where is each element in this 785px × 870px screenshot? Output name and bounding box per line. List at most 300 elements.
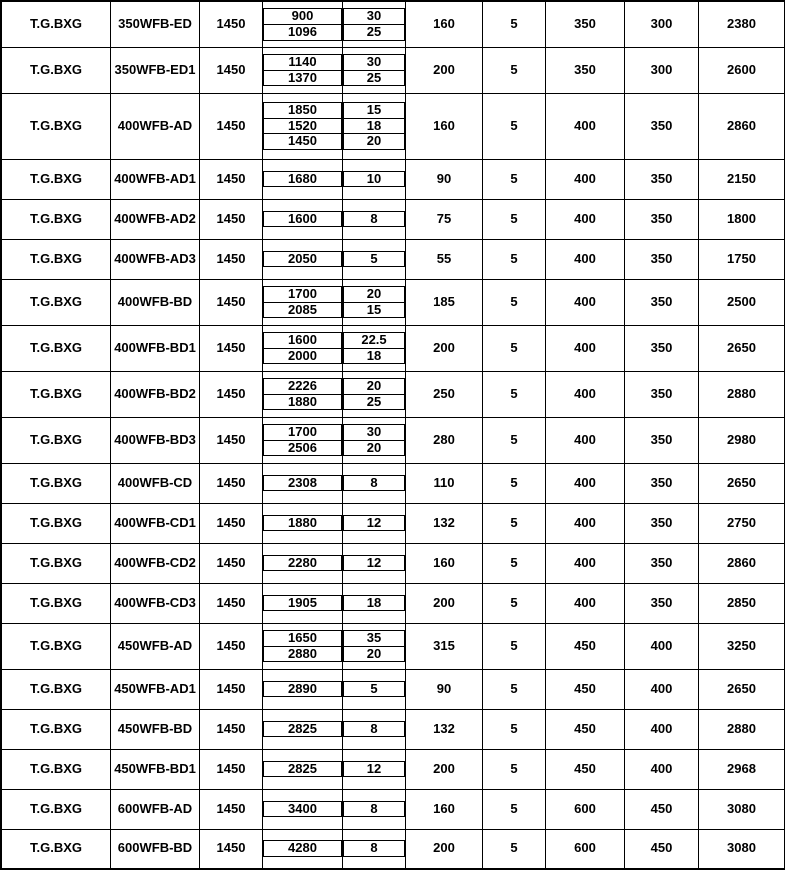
cell-col7: 400 xyxy=(546,417,625,463)
cell-head xyxy=(343,709,406,749)
cell-col7: 400 xyxy=(546,371,625,417)
cell-col7: 400 xyxy=(546,583,625,623)
head-value: 22.5 xyxy=(344,332,405,348)
flow-value: 2825 xyxy=(264,761,342,777)
cell-col8: 400 xyxy=(625,709,699,749)
cell-head xyxy=(343,239,406,279)
cell-power: 90 xyxy=(406,159,483,199)
cell-flow xyxy=(263,789,343,829)
cell-col7: 400 xyxy=(546,543,625,583)
table-row xyxy=(1,623,785,669)
flow-value: 1600 xyxy=(264,211,342,227)
cell-col7: 400 xyxy=(546,325,625,371)
cell-model: T.G.BXG xyxy=(1,543,111,583)
cell-flow xyxy=(263,159,343,199)
head-value: 5 xyxy=(344,681,405,697)
head-values xyxy=(343,721,405,738)
cell-type: 400WFB-AD3 xyxy=(111,239,200,279)
head-value: 12 xyxy=(344,555,405,571)
flow-value: 4280 xyxy=(264,841,342,857)
flow-values xyxy=(263,8,342,41)
head-value: 20 xyxy=(344,286,405,302)
cell-speed: 1450 xyxy=(200,583,263,623)
cell-col6: 5 xyxy=(483,417,546,463)
cell-power: 200 xyxy=(406,47,483,93)
cell-col6: 5 xyxy=(483,623,546,669)
cell-type: 400WFB-BD2 xyxy=(111,371,200,417)
head-values xyxy=(343,555,405,572)
cell-power: 280 xyxy=(406,417,483,463)
cell-speed: 1450 xyxy=(200,623,263,669)
cell-type: 350WFB-ED1 xyxy=(111,47,200,93)
cell-type: 400WFB-CD3 xyxy=(111,583,200,623)
flow-value: 900 xyxy=(264,8,342,24)
cell-model: T.G.BXG xyxy=(1,47,111,93)
flow-value: 1140 xyxy=(264,54,342,70)
cell-col6: 5 xyxy=(483,325,546,371)
cell-flow xyxy=(263,239,343,279)
head-value: 15 xyxy=(344,302,405,318)
cell-model: T.G.BXG xyxy=(1,583,111,623)
cell-col6: 5 xyxy=(483,543,546,583)
cell-power: 315 xyxy=(406,623,483,669)
cell-model: T.G.BXG xyxy=(1,829,111,869)
cell-model: T.G.BXG xyxy=(1,709,111,749)
cell-col8: 350 xyxy=(625,239,699,279)
cell-type: 400WFB-AD2 xyxy=(111,199,200,239)
flow-value: 1370 xyxy=(264,70,342,86)
cell-power: 200 xyxy=(406,325,483,371)
cell-col7: 400 xyxy=(546,279,625,325)
cell-col8: 450 xyxy=(625,789,699,829)
table-row xyxy=(1,503,785,543)
head-value: 35 xyxy=(344,630,405,646)
head-value: 8 xyxy=(344,841,405,857)
cell-col9: 2650 xyxy=(699,325,785,371)
head-values xyxy=(343,515,405,532)
cell-col7: 400 xyxy=(546,463,625,503)
cell-model: T.G.BXG xyxy=(1,371,111,417)
cell-col9: 2880 xyxy=(699,709,785,749)
flow-value: 2000 xyxy=(264,348,342,364)
cell-flow xyxy=(263,47,343,93)
cell-col9: 3080 xyxy=(699,829,785,869)
cell-type: 400WFB-BD3 xyxy=(111,417,200,463)
flow-value: 1096 xyxy=(264,24,342,40)
head-values xyxy=(343,840,405,857)
cell-head xyxy=(343,543,406,583)
cell-head xyxy=(343,669,406,709)
cell-col9: 2600 xyxy=(699,47,785,93)
cell-speed: 1450 xyxy=(200,93,263,159)
cell-col8: 350 xyxy=(625,371,699,417)
table-body xyxy=(1,1,785,869)
cell-type: 400WFB-BD1 xyxy=(111,325,200,371)
cell-flow xyxy=(263,503,343,543)
cell-head xyxy=(343,789,406,829)
cell-col8: 450 xyxy=(625,829,699,869)
cell-power: 90 xyxy=(406,669,483,709)
cell-power: 55 xyxy=(406,239,483,279)
cell-speed: 1450 xyxy=(200,47,263,93)
cell-col8: 300 xyxy=(625,47,699,93)
cell-col9: 2150 xyxy=(699,159,785,199)
flow-value: 3400 xyxy=(264,801,342,817)
cell-power: 75 xyxy=(406,199,483,239)
flow-value: 1450 xyxy=(264,134,342,150)
flow-value: 2280 xyxy=(264,555,342,571)
cell-col6: 5 xyxy=(483,199,546,239)
cell-flow xyxy=(263,1,343,47)
cell-col7: 400 xyxy=(546,93,625,159)
cell-power: 250 xyxy=(406,371,483,417)
cell-col6: 5 xyxy=(483,1,546,47)
table-row xyxy=(1,417,785,463)
cell-col6: 5 xyxy=(483,239,546,279)
head-value: 8 xyxy=(344,801,405,817)
head-values xyxy=(343,332,405,365)
cell-col7: 400 xyxy=(546,199,625,239)
table-row xyxy=(1,1,785,47)
cell-col8: 400 xyxy=(625,749,699,789)
head-value: 25 xyxy=(344,394,405,410)
flow-value: 1700 xyxy=(264,424,342,440)
head-value: 12 xyxy=(344,515,405,531)
cell-col9: 2850 xyxy=(699,583,785,623)
flow-values xyxy=(263,332,342,365)
head-value: 8 xyxy=(344,211,405,227)
flow-value: 2880 xyxy=(264,646,342,662)
cell-col7: 450 xyxy=(546,623,625,669)
cell-speed: 1450 xyxy=(200,709,263,749)
cell-head xyxy=(343,1,406,47)
head-value: 8 xyxy=(344,475,405,491)
table-row xyxy=(1,543,785,583)
flow-value: 2226 xyxy=(264,378,342,394)
head-values xyxy=(343,630,405,663)
cell-model: T.G.BXG xyxy=(1,503,111,543)
table-row xyxy=(1,669,785,709)
cell-power: 110 xyxy=(406,463,483,503)
cell-speed: 1450 xyxy=(200,829,263,869)
table-row xyxy=(1,829,785,869)
cell-col7: 600 xyxy=(546,829,625,869)
head-value: 20 xyxy=(344,134,405,150)
cell-col8: 350 xyxy=(625,199,699,239)
cell-speed: 1450 xyxy=(200,325,263,371)
cell-col9: 2500 xyxy=(699,279,785,325)
cell-model: T.G.BXG xyxy=(1,93,111,159)
flow-values xyxy=(263,555,342,572)
cell-flow xyxy=(263,325,343,371)
cell-head xyxy=(343,159,406,199)
cell-col6: 5 xyxy=(483,159,546,199)
flow-value: 2890 xyxy=(264,681,342,697)
cell-type: 450WFB-BD xyxy=(111,709,200,749)
cell-type: 600WFB-BD xyxy=(111,829,200,869)
head-values xyxy=(343,102,405,151)
cell-flow xyxy=(263,709,343,749)
cell-col6: 5 xyxy=(483,371,546,417)
flow-values xyxy=(263,171,342,188)
cell-col7: 600 xyxy=(546,789,625,829)
head-value: 12 xyxy=(344,761,405,777)
cell-model: T.G.BXG xyxy=(1,1,111,47)
cell-head xyxy=(343,749,406,789)
flow-values xyxy=(263,211,342,228)
cell-type: 350WFB-ED xyxy=(111,1,200,47)
cell-col6: 5 xyxy=(483,749,546,789)
cell-speed: 1450 xyxy=(200,371,263,417)
cell-head xyxy=(343,93,406,159)
cell-col9: 3080 xyxy=(699,789,785,829)
cell-flow xyxy=(263,669,343,709)
flow-value: 1520 xyxy=(264,118,342,134)
table-row xyxy=(1,583,785,623)
cell-col7: 350 xyxy=(546,1,625,47)
flow-value: 1880 xyxy=(264,394,342,410)
head-value: 30 xyxy=(344,54,405,70)
cell-col6: 5 xyxy=(483,709,546,749)
cell-head xyxy=(343,829,406,869)
cell-col9: 1750 xyxy=(699,239,785,279)
cell-head xyxy=(343,325,406,371)
flow-values xyxy=(263,475,342,492)
cell-col8: 350 xyxy=(625,543,699,583)
table-row xyxy=(1,47,785,93)
flow-value: 1650 xyxy=(264,630,342,646)
cell-speed: 1450 xyxy=(200,199,263,239)
table-row xyxy=(1,463,785,503)
flow-value: 1600 xyxy=(264,332,342,348)
cell-model: T.G.BXG xyxy=(1,239,111,279)
cell-speed: 1450 xyxy=(200,543,263,583)
table-row xyxy=(1,325,785,371)
cell-col8: 350 xyxy=(625,583,699,623)
cell-col9: 2860 xyxy=(699,543,785,583)
cell-col6: 5 xyxy=(483,47,546,93)
cell-type: 400WFB-AD xyxy=(111,93,200,159)
cell-model: T.G.BXG xyxy=(1,789,111,829)
flow-values xyxy=(263,102,342,151)
cell-head xyxy=(343,47,406,93)
cell-col8: 400 xyxy=(625,623,699,669)
cell-flow xyxy=(263,93,343,159)
cell-col7: 450 xyxy=(546,709,625,749)
flow-value: 1880 xyxy=(264,515,342,531)
cell-col9: 1800 xyxy=(699,199,785,239)
head-values xyxy=(343,251,405,268)
flow-values xyxy=(263,681,342,698)
flow-values xyxy=(263,251,342,268)
cell-type: 450WFB-AD1 xyxy=(111,669,200,709)
cell-model: T.G.BXG xyxy=(1,463,111,503)
cell-model: T.G.BXG xyxy=(1,199,111,239)
head-value: 30 xyxy=(344,424,405,440)
cell-speed: 1450 xyxy=(200,789,263,829)
cell-col9: 2968 xyxy=(699,749,785,789)
cell-power: 132 xyxy=(406,503,483,543)
table-row xyxy=(1,93,785,159)
cell-col8: 350 xyxy=(625,325,699,371)
cell-col6: 5 xyxy=(483,93,546,159)
cell-col6: 5 xyxy=(483,279,546,325)
cell-head xyxy=(343,583,406,623)
cell-col6: 5 xyxy=(483,463,546,503)
head-values xyxy=(343,475,405,492)
flow-values xyxy=(263,595,342,612)
cell-model: T.G.BXG xyxy=(1,325,111,371)
cell-power: 200 xyxy=(406,749,483,789)
table-row xyxy=(1,199,785,239)
head-value: 15 xyxy=(344,102,405,118)
head-value: 25 xyxy=(344,70,405,86)
cell-col8: 350 xyxy=(625,503,699,543)
cell-power: 160 xyxy=(406,1,483,47)
cell-power: 160 xyxy=(406,789,483,829)
cell-speed: 1450 xyxy=(200,503,263,543)
cell-col8: 350 xyxy=(625,417,699,463)
flow-value: 2308 xyxy=(264,475,342,491)
cell-col7: 400 xyxy=(546,239,625,279)
cell-power: 185 xyxy=(406,279,483,325)
head-value: 5 xyxy=(344,251,405,267)
head-values xyxy=(343,424,405,457)
cell-head xyxy=(343,199,406,239)
cell-col7: 450 xyxy=(546,749,625,789)
cell-speed: 1450 xyxy=(200,279,263,325)
cell-col9: 2380 xyxy=(699,1,785,47)
cell-col8: 400 xyxy=(625,669,699,709)
table-row xyxy=(1,279,785,325)
flow-value: 1680 xyxy=(264,171,342,187)
head-value: 20 xyxy=(344,646,405,662)
cell-speed: 1450 xyxy=(200,749,263,789)
cell-flow xyxy=(263,371,343,417)
cell-col8: 350 xyxy=(625,159,699,199)
flow-values xyxy=(263,840,342,857)
cell-col9: 2860 xyxy=(699,93,785,159)
cell-type: 400WFB-CD1 xyxy=(111,503,200,543)
table-row xyxy=(1,239,785,279)
cell-col6: 5 xyxy=(483,669,546,709)
cell-power: 160 xyxy=(406,543,483,583)
table-row xyxy=(1,371,785,417)
flow-values xyxy=(263,721,342,738)
head-value: 25 xyxy=(344,24,405,40)
cell-type: 450WFB-AD xyxy=(111,623,200,669)
cell-speed: 1450 xyxy=(200,463,263,503)
head-values xyxy=(343,211,405,228)
cell-col7: 400 xyxy=(546,503,625,543)
cell-col8: 350 xyxy=(625,463,699,503)
cell-power: 200 xyxy=(406,829,483,869)
head-values xyxy=(343,54,405,87)
cell-type: 600WFB-AD xyxy=(111,789,200,829)
cell-head xyxy=(343,623,406,669)
cell-head xyxy=(343,371,406,417)
cell-speed: 1450 xyxy=(200,1,263,47)
cell-speed: 1450 xyxy=(200,417,263,463)
cell-col6: 5 xyxy=(483,503,546,543)
head-value: 18 xyxy=(344,595,405,611)
head-values xyxy=(343,378,405,411)
cell-col9: 3250 xyxy=(699,623,785,669)
cell-flow xyxy=(263,583,343,623)
head-values xyxy=(343,595,405,612)
flow-values xyxy=(263,630,342,663)
cell-col9: 2650 xyxy=(699,463,785,503)
flow-value: 2825 xyxy=(264,721,342,737)
cell-col7: 350 xyxy=(546,47,625,93)
cell-type: 400WFB-CD2 xyxy=(111,543,200,583)
cell-model: T.G.BXG xyxy=(1,669,111,709)
cell-head xyxy=(343,503,406,543)
cell-speed: 1450 xyxy=(200,669,263,709)
head-values xyxy=(343,801,405,818)
head-value: 10 xyxy=(344,171,405,187)
head-value: 18 xyxy=(344,348,405,364)
cell-flow xyxy=(263,417,343,463)
flow-values xyxy=(263,801,342,818)
cell-col6: 5 xyxy=(483,829,546,869)
cell-speed: 1450 xyxy=(200,159,263,199)
cell-col8: 350 xyxy=(625,93,699,159)
cell-type: 400WFB-AD1 xyxy=(111,159,200,199)
cell-flow xyxy=(263,623,343,669)
flow-values xyxy=(263,286,342,319)
cell-head xyxy=(343,463,406,503)
flow-values xyxy=(263,424,342,457)
cell-model: T.G.BXG xyxy=(1,623,111,669)
cell-speed: 1450 xyxy=(200,239,263,279)
table-row xyxy=(1,159,785,199)
cell-col8: 300 xyxy=(625,1,699,47)
cell-flow xyxy=(263,829,343,869)
head-value: 18 xyxy=(344,118,405,134)
cell-flow xyxy=(263,463,343,503)
cell-flow xyxy=(263,199,343,239)
head-values xyxy=(343,761,405,778)
cell-col8: 350 xyxy=(625,279,699,325)
cell-head xyxy=(343,279,406,325)
cell-model: T.G.BXG xyxy=(1,279,111,325)
flow-value: 2085 xyxy=(264,302,342,318)
cell-power: 160 xyxy=(406,93,483,159)
flow-values xyxy=(263,761,342,778)
cell-model: T.G.BXG xyxy=(1,749,111,789)
cell-col6: 5 xyxy=(483,583,546,623)
flow-values xyxy=(263,515,342,532)
head-values xyxy=(343,681,405,698)
cell-model: T.G.BXG xyxy=(1,417,111,463)
cell-head xyxy=(343,417,406,463)
cell-flow xyxy=(263,279,343,325)
head-values xyxy=(343,8,405,41)
head-value: 8 xyxy=(344,721,405,737)
flow-value: 2506 xyxy=(264,440,342,456)
cell-col9: 2980 xyxy=(699,417,785,463)
cell-col7: 450 xyxy=(546,669,625,709)
table-row xyxy=(1,749,785,789)
cell-power: 132 xyxy=(406,709,483,749)
flow-value: 1905 xyxy=(264,595,342,611)
head-value: 30 xyxy=(344,8,405,24)
cell-power: 200 xyxy=(406,583,483,623)
flow-value: 1700 xyxy=(264,286,342,302)
flow-values xyxy=(263,54,342,87)
cell-flow xyxy=(263,543,343,583)
